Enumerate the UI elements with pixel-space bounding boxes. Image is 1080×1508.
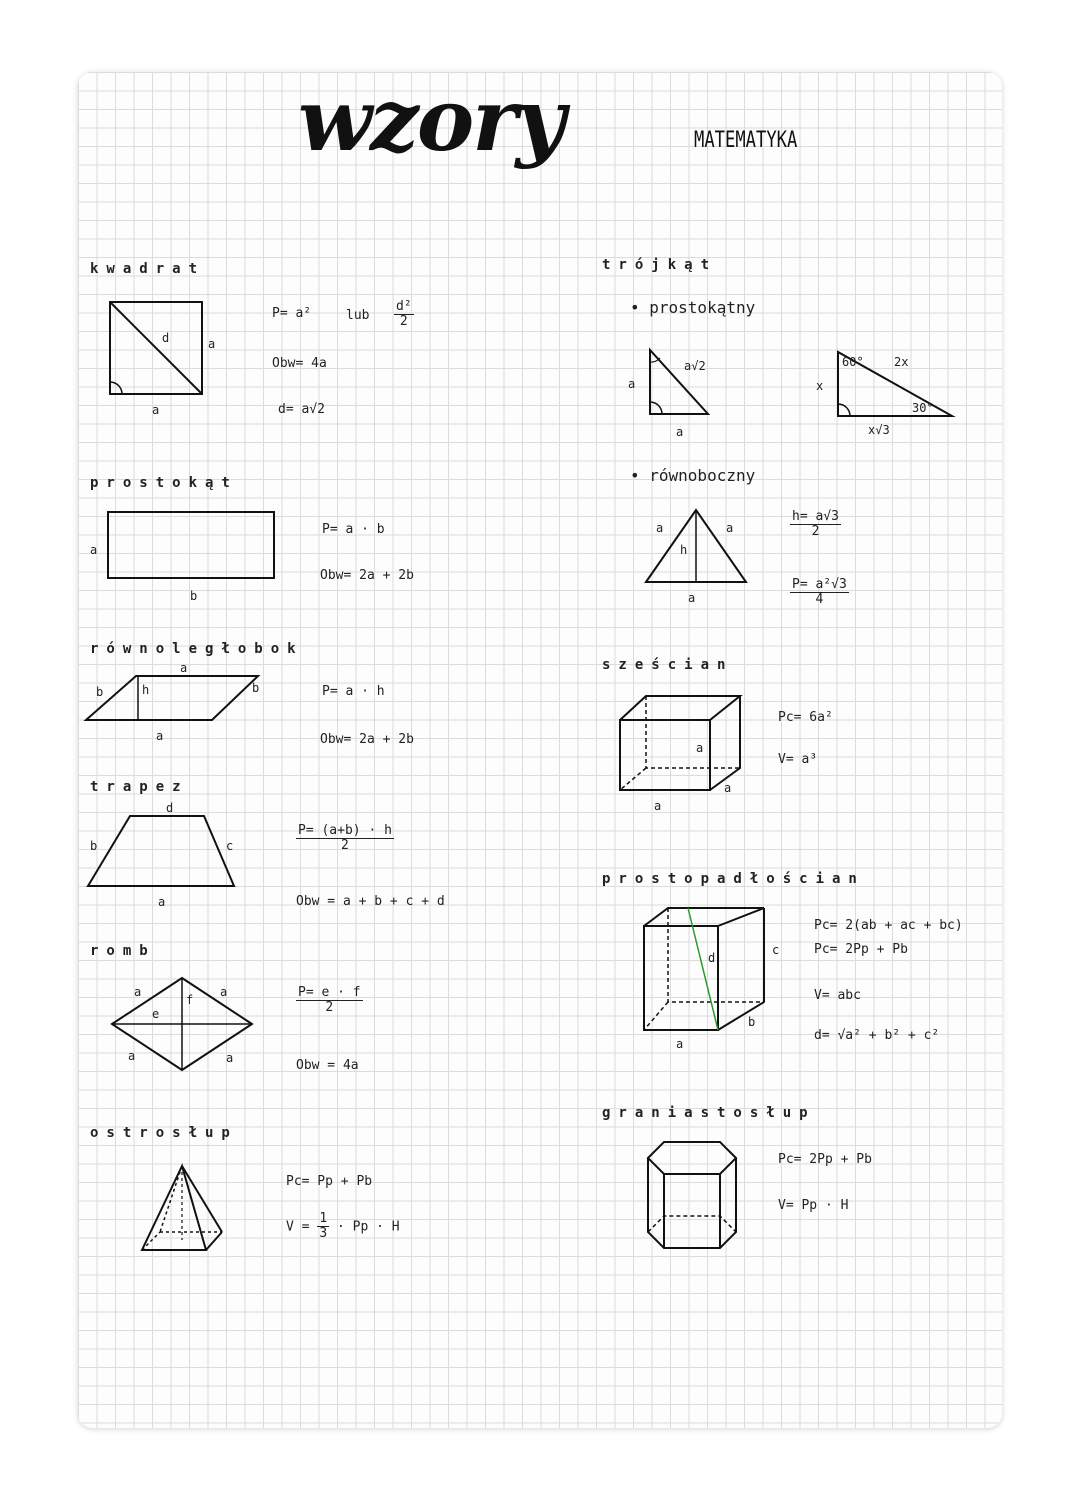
ostroslup-surface: Pc= Pp + Pb (286, 1174, 373, 1189)
section-prostopadloscian-heading (598, 868, 871, 887)
subject-label: MATEMATYKA (694, 128, 798, 153)
rownoleglobok-area: P= a · h (322, 684, 385, 699)
label-30: 30° (912, 401, 934, 415)
frac-num: d² (396, 299, 412, 314)
heading-trojkat: trójkąt (598, 257, 723, 273)
label-c: c (226, 839, 234, 853)
section-kwadrat-heading (86, 258, 211, 277)
section-szescian-heading (598, 654, 739, 673)
page-title: wzory (298, 72, 564, 171)
label-a-depth: a (724, 781, 732, 795)
heading-prostokat: prostokąt (86, 475, 244, 491)
frac-den: 3 (319, 1226, 328, 1242)
grid-paper-sheet (78, 72, 1002, 1428)
graniastoslup-volume: V= Pp · H (778, 1198, 849, 1213)
romb-perimeter: Obw = 4a (296, 1058, 359, 1073)
heading-rownoleglobok: równoległobok (86, 641, 310, 657)
label-d: d (162, 331, 170, 345)
right-isosceles-triangle-diagram (624, 340, 734, 450)
frac-num: h= a√3 (792, 509, 839, 524)
label-a-height: a (696, 741, 704, 755)
heading-prostopadloscian: prostopadłościan (598, 871, 871, 887)
label-b: b (190, 589, 198, 603)
label-a-top: a (180, 661, 188, 675)
label-a-bottom: a (688, 591, 696, 605)
frac-num: P= e · f (298, 985, 361, 1000)
section-romb-heading (86, 940, 162, 959)
right-triangle-title: • prostokątny (630, 298, 756, 317)
label-a: a (676, 1037, 684, 1051)
section-graniastoslup-heading (598, 1102, 822, 1121)
label-f: f (186, 993, 194, 1007)
section-rownoleglobok-heading (86, 638, 310, 657)
trapez-area (296, 824, 394, 854)
label-a-left: a (628, 377, 636, 391)
prostopadloscian-volume: V= abc (814, 988, 861, 1003)
prostopadloscian-surface-1: Pc= 2(ab + ac + bc) (814, 918, 963, 933)
prostokat-area: P= a · b (322, 522, 385, 537)
frac-den: 2 (811, 524, 820, 540)
szescian-surface: Pc= 6a² (778, 710, 833, 725)
frac-den: 2 (399, 314, 408, 330)
label-a-tl: a (134, 985, 142, 999)
label-a-bottom: a (676, 425, 684, 439)
section-ostroslup-heading (86, 1122, 244, 1141)
label-b: b (748, 1015, 756, 1029)
trojkat-height (790, 510, 841, 540)
label-h: h (142, 683, 150, 697)
cube-diagram (616, 688, 766, 818)
label-a-bottom: a (156, 729, 164, 743)
label-a-left: a (656, 521, 664, 535)
rhombus-diagram (108, 972, 258, 1082)
label-a-bl: a (128, 1049, 136, 1063)
volume-suffix: · Pp · H (329, 1219, 400, 1235)
label-c: c (772, 943, 780, 957)
heading-szescian: sześcian (598, 657, 739, 673)
trapezoid-diagram (82, 802, 262, 912)
square-diagram (106, 298, 216, 428)
cuboid-diagram (640, 902, 800, 1062)
label-a-side: a (208, 337, 216, 351)
heading-romb: romb (86, 943, 162, 959)
label-a: a (158, 895, 166, 909)
right-30-60-triangle-diagram (808, 342, 958, 452)
label-a-bottom: a (152, 403, 160, 417)
romb-area (296, 986, 363, 1016)
parallelogram-diagram (86, 661, 286, 744)
label-d: d (166, 801, 174, 815)
section-prostokat-heading (86, 472, 244, 491)
label-a-tr: a (220, 985, 228, 999)
label-b: b (90, 839, 98, 853)
graniastoslup-surface: Pc= 2Pp + Pb (778, 1152, 872, 1167)
kwadrat-area-alt: lub (346, 308, 370, 323)
kwadrat-area: P= a² (272, 306, 312, 321)
label-x-root3: x√3 (868, 423, 890, 437)
frac-den: 2 (325, 1000, 334, 1016)
label-a: a (90, 543, 98, 557)
prostopadloscian-surface-2: Pc= 2Pp + Pb (814, 942, 908, 957)
rectangle-diagram (86, 508, 286, 608)
volume-prefix: V = (286, 1219, 318, 1235)
label-d: d (708, 951, 716, 965)
label-a-width: a (654, 799, 662, 813)
szescian-volume: V= a³ (778, 752, 818, 767)
ostroslup-volume (286, 1212, 400, 1242)
equilateral-triangle-diagram (638, 502, 758, 612)
equilateral-triangle-title-text: równoboczny (649, 466, 756, 485)
pyramid-diagram (136, 1162, 246, 1262)
label-a-root2: a√2 (684, 359, 706, 373)
prostokat-perimeter: Obw= 2a + 2b (320, 568, 414, 583)
frac-num: P= a²√3 (792, 577, 847, 592)
label-e: e (152, 1007, 160, 1021)
label-b-right: b (252, 681, 260, 695)
frac-num: P= (a+b) · h (298, 823, 392, 838)
right-triangle-title-text: prostokątny (649, 298, 756, 317)
label-b-left: b (96, 685, 104, 699)
section-trojkat-heading (598, 254, 723, 273)
label-x: x (816, 379, 824, 393)
heading-ostroslup: ostrosłup (86, 1125, 244, 1141)
rownoleglobok-perimeter: Obw= 2a + 2b (320, 732, 414, 747)
prostopadloscian-diagonal: d= √a² + b² + c² (814, 1028, 940, 1043)
label-a-right: a (726, 521, 734, 535)
kwadrat-diagonal: d= a√2 (278, 402, 325, 417)
hexagonal-prism-diagram (640, 1136, 750, 1266)
frac-den: 2 (341, 838, 349, 854)
label-2x: 2x (894, 355, 909, 369)
label-60: 60° (842, 355, 864, 369)
heading-graniastoslup: graniastosłup (598, 1105, 822, 1121)
trapez-perimeter: Obw = a + b + c + d (296, 894, 445, 909)
label-a-br: a (226, 1051, 234, 1065)
kwadrat-perimeter: Obw= 4a (272, 356, 327, 371)
equilateral-triangle-title: • równoboczny (630, 466, 756, 485)
frac-num: 1 (319, 1211, 328, 1226)
heading-trapez: trapez (86, 779, 195, 795)
section-trapez-heading (86, 776, 195, 795)
kwadrat-area-fraction (394, 300, 414, 330)
heading-kwadrat: kwadrat (86, 261, 211, 277)
frac-den: 4 (815, 592, 824, 608)
trojkat-area (790, 578, 849, 608)
label-h: h (680, 543, 688, 557)
